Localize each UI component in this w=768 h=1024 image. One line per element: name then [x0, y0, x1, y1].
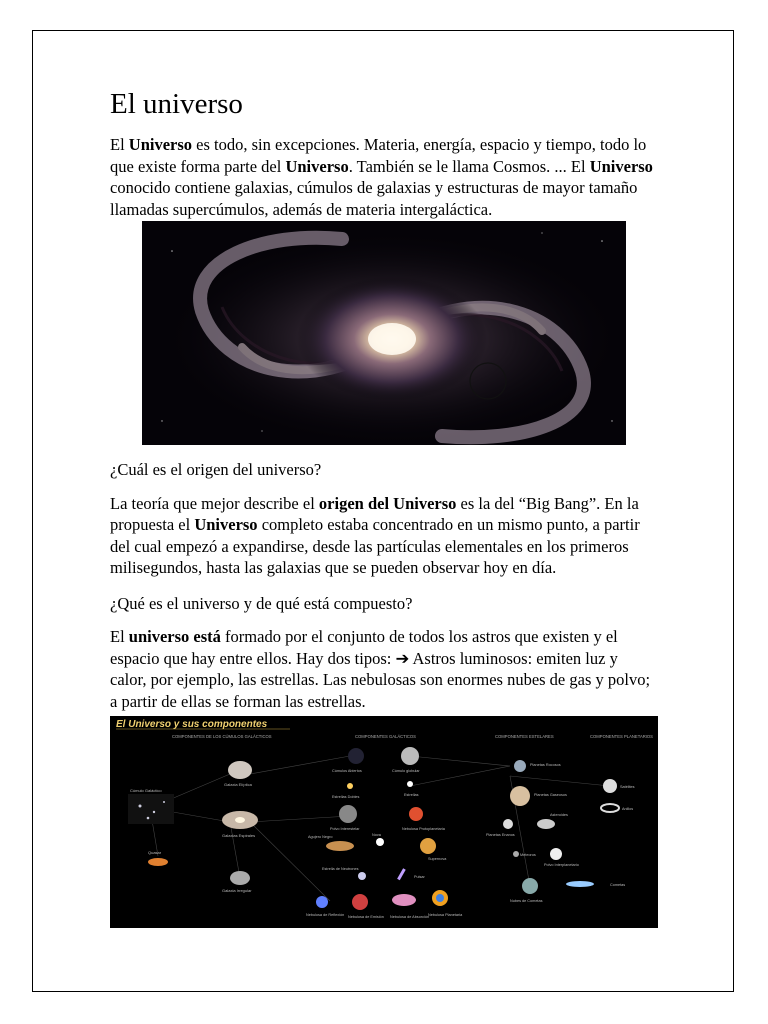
label-neutron-star: Estrella de Neutrones: [322, 867, 359, 871]
label-irregular: Galaxia Irregular: [222, 888, 252, 893]
paragraph-universe-definition: El Universo es todo, sin excepciones. Materia, energía, espacio y tiempo, todo lo que existe forma parte del Universo. También se le llama Cosmos. ... El Universo conocido contiene galaxias, cúmulos de galaxias y estructuras de mayor tamaño llamadas supercúmulos, además de materia intergaláctica.: [110, 135, 653, 219]
diagram-title: El Universo y sus componentes: [116, 719, 268, 730]
label-open-clusters: Cúmulos Abiertos: [332, 769, 362, 773]
label-meteors: Meteoros: [520, 853, 536, 857]
label-comet-clouds: Nubes de Cometas: [510, 899, 543, 903]
label-elliptical: Galaxia Elíptica: [224, 782, 252, 787]
diagram-header-planetary: COMPONENTES PLANETARIOS: [590, 734, 653, 739]
label-globular-cluster: Cúmulo globular: [392, 769, 420, 773]
question-composition: ¿Qué es el universo y de qué está compuesto?: [110, 593, 413, 613]
label-absorption-nebula: Nebulosa de Absorción: [390, 915, 430, 919]
label-comets: Cometas: [610, 883, 626, 887]
paragraph-composition: El universo está formado por el conjunto de todos los astros que existen y el espacio que hay entre ellos. Hay dos tipos: ➔ Astros luminosos: emiten luz y calor, por ejemplo, las estrellas. Las nebulosas son enormes nubes de gas y polvo; a partir de ellas se forman las estrellas.: [110, 627, 651, 711]
label-asteroids: Asteroides: [550, 813, 568, 817]
diagram-header-clusters: COMPONENTES DE LOS CÚMULOS GALÁCTICOS: [172, 734, 272, 739]
label-reflection-nebula: Nebulosa de Reflexión: [306, 913, 345, 917]
diagram-header-galactic: COMPONENTES GALÁCTICOS: [355, 734, 416, 739]
label-rings: Anillos: [622, 807, 634, 811]
label-quasar: Quasar: [148, 850, 162, 855]
label-supernova: Supernova: [428, 857, 447, 861]
galaxy-cluster-thumb: [128, 794, 174, 824]
spiral-galaxy-image: [142, 221, 626, 445]
label-emission-nebula: Nebulosa de Emisión: [348, 915, 384, 919]
label-planetary-nebula: Nebulosa Planetaria: [428, 913, 463, 917]
label-black-hole: Agujero Negro: [308, 835, 333, 839]
document-body: [110, 86, 655, 928]
label-galaxy-cluster: Cúmulo Galáctico: [130, 788, 162, 793]
label-satellites: Satélites: [620, 785, 635, 789]
paragraph-big-bang: La teoría que mejor describe el origen del Universo es la del “Big Bang”. En la propuesta el Universo completo estaba concentrado en un mismo punto, a partir del cual empezó a expandirse, desde las partículas elementales en los primeros milisegundos, hasta las galaxias que se pueden observar hoy en día.: [110, 493, 640, 577]
diagram-header-stellar: COMPONENTES ESTELARES: [495, 734, 554, 739]
label-gas-planets: Planetas Gaseosos: [534, 793, 567, 797]
label-interplanetary-dust: Polvo Interplanetario: [544, 863, 579, 867]
label-interstellar-dust: Polvo Interestelar: [330, 827, 360, 831]
page-title: El universo: [110, 88, 243, 120]
label-spiral: Galaxias Espirales: [222, 833, 256, 838]
label-stars: Estrellas: [404, 793, 419, 797]
label-protoplanetary: Nebulosa Protoplanetaria: [402, 827, 445, 831]
label-pulsar: Pulsar: [414, 875, 425, 879]
label-nova: Nova: [372, 833, 381, 837]
label-dwarf-planets: Planetas Enanos: [486, 833, 515, 837]
question-origin: ¿Cuál es el origen del universo?: [110, 460, 322, 479]
label-rocky-planets: Planetas Rocosos: [530, 763, 561, 767]
universe-components-diagram: [110, 716, 658, 928]
label-double-stars: Estrellas Dobles: [332, 795, 360, 799]
